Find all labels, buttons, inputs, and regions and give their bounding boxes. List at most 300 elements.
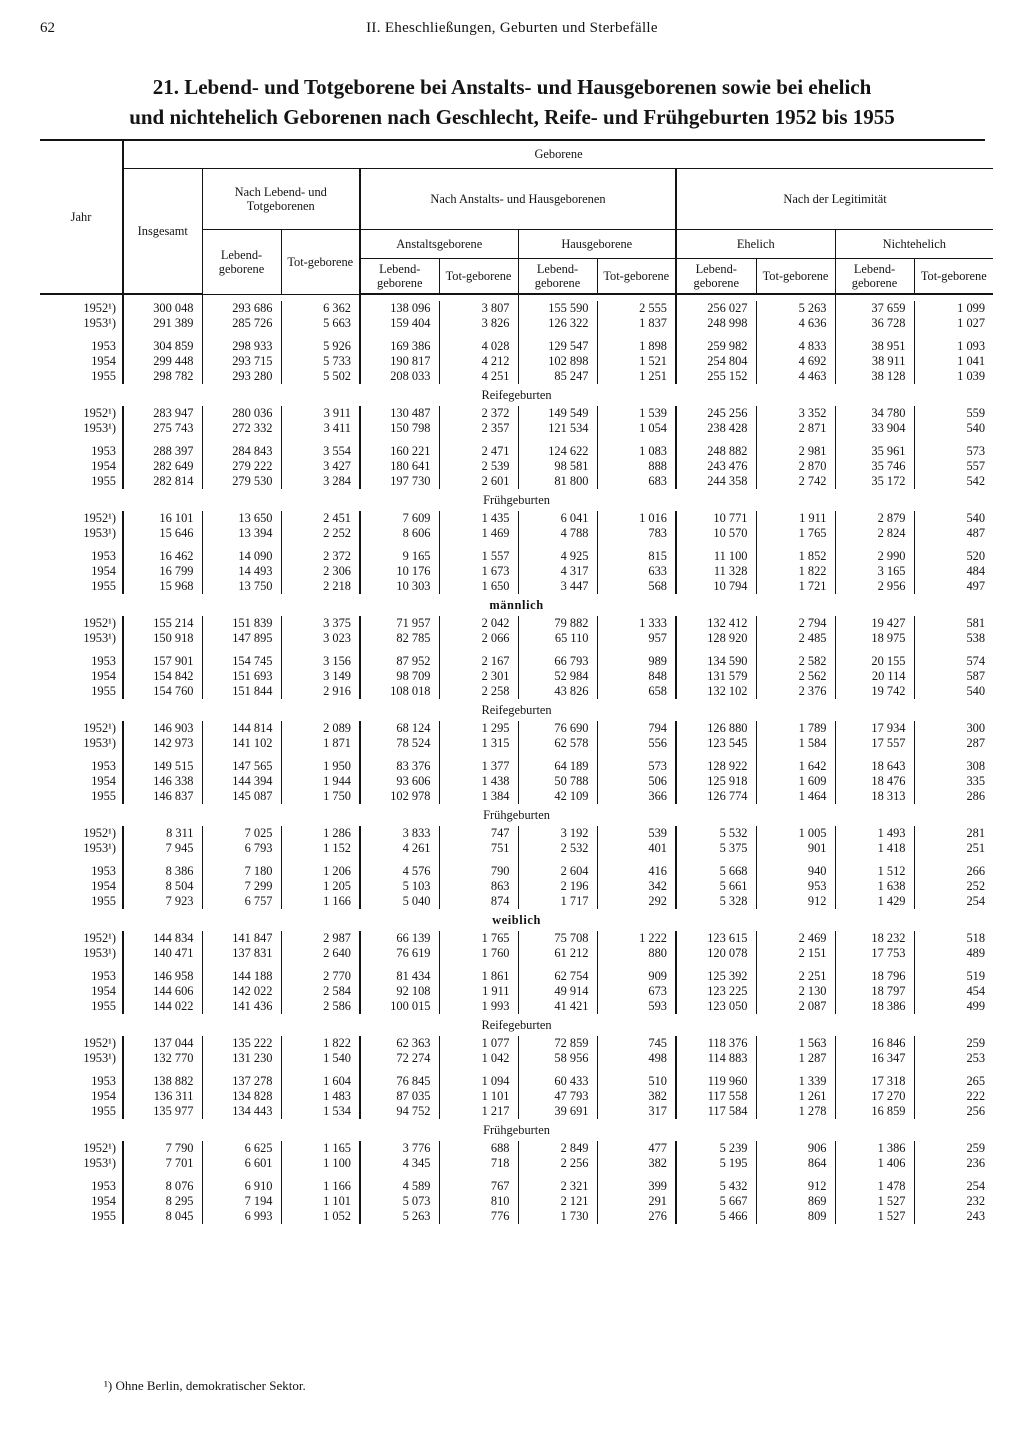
page-number: 62	[40, 20, 55, 36]
value-cell: 2 582	[756, 654, 835, 669]
value-cell: 888	[597, 459, 676, 474]
value-cell: 282 649	[123, 459, 202, 474]
value-cell: 506	[597, 774, 676, 789]
section-label: Frühgeburten	[483, 493, 550, 507]
value-cell: 154 745	[202, 654, 281, 669]
header-anstalt-lebend: Lebend-geborene	[360, 259, 439, 295]
value-cell: 108 018	[360, 684, 439, 699]
value-cell: 3 911	[281, 406, 360, 421]
table-body	[40, 294, 993, 1224]
value-cell: 335	[966, 774, 986, 788]
value-cell: 243 476	[676, 459, 756, 474]
value-cell: 2 256	[518, 1156, 597, 1171]
value-cell: 510	[597, 1074, 676, 1089]
table-row	[40, 1179, 993, 1194]
value-cell: 880	[597, 946, 676, 961]
table-row	[40, 526, 993, 541]
footnote: ¹) Ohne Berlin, demokratischer Sektor.	[104, 1378, 306, 1393]
value-cell: 1 650	[439, 579, 518, 594]
value-cell: 1 386	[835, 1141, 914, 1156]
value-cell: 60 433	[518, 1074, 597, 1089]
year-cell: 1953	[40, 1074, 123, 1089]
value-cell: 8 076	[123, 1179, 202, 1194]
value-cell: 3 156	[281, 654, 360, 669]
value-cell: 1 222	[597, 931, 676, 946]
value-cell: 7 025	[202, 826, 281, 841]
value-cell: 7 180	[202, 864, 281, 879]
value-cell: 308	[966, 759, 986, 773]
value-cell: 17 318	[835, 1074, 914, 1089]
value-cell: 1 638	[835, 879, 914, 894]
value-cell: 581	[966, 616, 986, 630]
value-cell: 72 274	[360, 1051, 439, 1066]
value-cell: 2 987	[281, 931, 360, 946]
value-cell: 3 165	[835, 564, 914, 579]
table-row	[40, 946, 993, 961]
spacer-row	[40, 856, 993, 864]
value-cell: 37 659	[835, 301, 914, 316]
year-cell: 1955	[40, 369, 123, 384]
value-cell: 2 251	[756, 969, 835, 984]
value-cell: 3 192	[518, 826, 597, 841]
section-label: Frühgeburten	[483, 808, 550, 822]
value-cell: 42 109	[518, 789, 597, 804]
table-row	[40, 969, 993, 984]
value-cell: 2 916	[281, 684, 360, 699]
year-cell: 1953	[40, 549, 123, 564]
year-cell: 1954	[40, 1089, 123, 1104]
value-cell: 138 882	[123, 1074, 202, 1089]
value-cell: 154 842	[123, 669, 202, 684]
value-cell: 2 469	[756, 931, 835, 946]
value-cell: 236	[966, 1156, 986, 1170]
table-row	[40, 406, 993, 421]
value-cell: 284 843	[202, 444, 281, 459]
table-row	[40, 654, 993, 669]
spacer-row	[40, 646, 993, 654]
value-cell: 1 099	[957, 301, 986, 315]
section-label-row	[40, 1119, 993, 1141]
value-cell: 8 504	[123, 879, 202, 894]
value-cell: 539	[597, 826, 676, 841]
value-cell: 36 728	[835, 316, 914, 331]
value-cell: 382	[597, 1156, 676, 1171]
header-geborene: Geborene	[123, 140, 993, 169]
value-cell: 848	[597, 669, 676, 684]
value-cell: 1 406	[835, 1156, 914, 1171]
value-cell: 18 975	[835, 631, 914, 646]
value-cell: 146 338	[123, 774, 202, 789]
spacer-row	[40, 436, 993, 444]
value-cell: 499	[966, 999, 986, 1013]
value-cell: 1 837	[597, 316, 676, 331]
value-cell: 252	[966, 879, 986, 893]
value-cell: 82 785	[360, 631, 439, 646]
value-cell: 142 022	[202, 984, 281, 999]
year-cell: 1954	[40, 354, 123, 369]
value-cell: 266	[966, 864, 986, 878]
value-cell: 157 901	[123, 654, 202, 669]
value-cell: 2 252	[281, 526, 360, 541]
value-cell: 4 692	[756, 354, 835, 369]
value-cell: 141 102	[202, 736, 281, 751]
value-cell: 6 362	[281, 301, 360, 316]
value-cell: 286	[966, 789, 986, 803]
value-cell: 13 650	[202, 511, 281, 526]
value-cell: 2 357	[439, 421, 518, 436]
value-cell: 1 039	[957, 369, 986, 383]
value-cell: 4 317	[518, 564, 597, 579]
value-cell: 497	[966, 579, 986, 593]
value-cell: 2 151	[756, 946, 835, 961]
value-cell: 2 372	[281, 549, 360, 564]
year-cell: 1952¹)	[40, 301, 123, 316]
value-cell: 144 394	[202, 774, 281, 789]
section-label: Frühgeburten	[483, 1123, 550, 1137]
year-cell: 1954	[40, 774, 123, 789]
value-cell: 169 386	[360, 339, 439, 354]
value-cell: 673	[597, 984, 676, 999]
value-cell: 4 925	[518, 549, 597, 564]
year-cell: 1954	[40, 879, 123, 894]
value-cell: 259	[966, 1036, 986, 1050]
value-cell: 304 859	[123, 339, 202, 354]
year-cell: 1953¹)	[40, 1051, 123, 1066]
value-cell: 2 586	[281, 999, 360, 1014]
table-row	[40, 301, 993, 316]
header-nach-anstalt-haus: Nach Anstalts- und Hausgeborenen	[360, 169, 676, 230]
value-cell: 243	[966, 1209, 986, 1223]
value-cell: 5 263	[756, 301, 835, 316]
value-cell: 477	[597, 1141, 676, 1156]
value-cell: 790	[439, 864, 518, 879]
value-cell: 251	[966, 841, 986, 855]
value-cell: 6 993	[202, 1209, 281, 1224]
table-row	[40, 444, 993, 459]
table-row	[40, 984, 993, 999]
value-cell: 146 958	[123, 969, 202, 984]
value-cell: 134 828	[202, 1089, 281, 1104]
spacer-row	[40, 961, 993, 969]
value-cell: 6 601	[202, 1156, 281, 1171]
value-cell: 123 615	[676, 931, 756, 946]
header-anstalt-tot: Tot-geborene	[439, 259, 518, 295]
value-cell: 118 376	[676, 1036, 756, 1051]
value-cell: 520	[966, 549, 986, 563]
table-row	[40, 1074, 993, 1089]
header-ehelich-lebend: Lebend-geborene	[676, 259, 756, 295]
value-cell: 300	[966, 721, 986, 735]
value-cell: 5 040	[360, 894, 439, 909]
value-cell: 147 565	[202, 759, 281, 774]
value-cell: 1 286	[281, 826, 360, 841]
value-cell: 4 463	[756, 369, 835, 384]
value-cell: 151 844	[202, 684, 281, 699]
value-cell: 542	[966, 474, 986, 488]
table-title-line-2: und nichtehelich Geborenen nach Geschlecht, Reife- und Frühgeburten 1952 bis 1955	[129, 105, 895, 129]
value-cell: 906	[756, 1141, 835, 1156]
value-cell: 159 404	[360, 316, 439, 331]
value-cell: 2 879	[835, 511, 914, 526]
value-cell: 66 793	[518, 654, 597, 669]
value-cell: 2 372	[439, 406, 518, 421]
value-cell: 160 221	[360, 444, 439, 459]
value-cell: 912	[756, 894, 835, 909]
value-cell: 901	[756, 841, 835, 856]
table-row	[40, 826, 993, 841]
value-cell: 2 306	[281, 564, 360, 579]
value-cell: 2 871	[756, 421, 835, 436]
year-cell: 1953¹)	[40, 526, 123, 541]
year-cell: 1952¹)	[40, 931, 123, 946]
value-cell: 136 311	[123, 1089, 202, 1104]
value-cell: 1 950	[281, 759, 360, 774]
table-header	[40, 140, 993, 294]
value-cell: 1 534	[281, 1104, 360, 1119]
value-cell: 2 794	[756, 616, 835, 631]
value-cell: 1 765	[756, 526, 835, 541]
value-cell: 3 826	[439, 316, 518, 331]
header-nach-lebend-tot: Nach Lebend- und Totgeborenen	[202, 169, 360, 230]
value-cell: 135 977	[123, 1104, 202, 1119]
table-row	[40, 1104, 993, 1119]
value-cell: 989	[597, 654, 676, 669]
value-cell: 298 782	[123, 369, 202, 384]
value-cell: 255 152	[676, 369, 756, 384]
table-row	[40, 774, 993, 789]
value-cell: 18 386	[835, 999, 914, 1014]
value-cell: 4 833	[756, 339, 835, 354]
value-cell: 1 094	[439, 1074, 518, 1089]
value-cell: 275 743	[123, 421, 202, 436]
value-cell: 1 822	[756, 564, 835, 579]
value-cell: 75 708	[518, 931, 597, 946]
value-cell: 62 578	[518, 736, 597, 751]
value-cell: 151 839	[202, 616, 281, 631]
section-label: Reifegeburten	[481, 388, 552, 402]
value-cell: 117 558	[676, 1089, 756, 1104]
value-cell: 593	[597, 999, 676, 1014]
value-cell: 15 646	[123, 526, 202, 541]
value-cell: 76 845	[360, 1074, 439, 1089]
value-cell: 556	[597, 736, 676, 751]
value-cell: 498	[597, 1051, 676, 1066]
header-nach-legitimitaet: Nach der Legitimität	[676, 169, 993, 230]
value-cell: 1 861	[439, 969, 518, 984]
value-cell: 14 090	[202, 549, 281, 564]
value-cell: 1 539	[597, 406, 676, 421]
value-cell: 1 557	[439, 549, 518, 564]
value-cell: 718	[439, 1156, 518, 1171]
value-cell: 259 982	[676, 339, 756, 354]
value-cell: 98 709	[360, 669, 439, 684]
value-cell: 132 102	[676, 684, 756, 699]
value-cell: 256	[966, 1104, 986, 1118]
value-cell: 5 502	[281, 369, 360, 384]
section-label-row	[40, 489, 993, 511]
table-row	[40, 369, 993, 384]
year-cell: 1955	[40, 789, 123, 804]
value-cell: 126 880	[676, 721, 756, 736]
running-title: II. Eheschließungen, Geburten und Sterbefälle	[366, 20, 658, 36]
value-cell: 683	[597, 474, 676, 489]
value-cell: 1 642	[756, 759, 835, 774]
value-cell: 72 859	[518, 1036, 597, 1051]
value-cell: 81 434	[360, 969, 439, 984]
value-cell: 1 464	[756, 789, 835, 804]
value-cell: 11 100	[676, 549, 756, 564]
table-title	[40, 72, 984, 132]
value-cell: 2 087	[756, 999, 835, 1014]
value-cell: 119 960	[676, 1074, 756, 1089]
value-cell: 519	[966, 969, 986, 983]
value-cell: 2 218	[281, 579, 360, 594]
value-cell: 180 641	[360, 459, 439, 474]
value-cell: 138 096	[360, 301, 439, 316]
value-cell: 3 807	[439, 301, 518, 316]
table-row	[40, 789, 993, 804]
spacer-row	[40, 751, 993, 759]
value-cell: 783	[597, 526, 676, 541]
value-cell: 1 760	[439, 946, 518, 961]
year-cell: 1953	[40, 654, 123, 669]
table-row	[40, 1156, 993, 1171]
value-cell: 1 540	[281, 1051, 360, 1066]
value-cell: 123 050	[676, 999, 756, 1014]
value-cell: 5 073	[360, 1194, 439, 1209]
value-cell: 132 770	[123, 1051, 202, 1066]
value-cell: 1 730	[518, 1209, 597, 1224]
value-cell: 8 295	[123, 1194, 202, 1209]
value-cell: 317	[597, 1104, 676, 1119]
value-cell: 1 027	[957, 316, 986, 330]
value-cell: 4 028	[439, 339, 518, 354]
value-cell: 1 384	[439, 789, 518, 804]
table-row	[40, 736, 993, 751]
value-cell: 484	[966, 564, 986, 578]
value-cell: 256 027	[676, 301, 756, 316]
value-cell: 912	[756, 1179, 835, 1194]
value-cell: 953	[756, 879, 835, 894]
value-cell: 1 100	[281, 1156, 360, 1171]
value-cell: 4 576	[360, 864, 439, 879]
value-cell: 5 466	[676, 1209, 756, 1224]
value-cell: 287	[966, 736, 986, 750]
value-cell: 909	[597, 969, 676, 984]
value-cell: 2 042	[439, 616, 518, 631]
value-cell: 35 746	[835, 459, 914, 474]
value-cell: 1 205	[281, 879, 360, 894]
value-cell: 18 232	[835, 931, 914, 946]
value-cell: 16 799	[123, 564, 202, 579]
year-cell: 1953¹)	[40, 841, 123, 856]
value-cell: 259	[966, 1141, 986, 1155]
value-cell: 102 978	[360, 789, 439, 804]
value-cell: 1 435	[439, 511, 518, 526]
section-label-row	[40, 384, 993, 406]
spacer-row	[40, 331, 993, 339]
value-cell: 76 690	[518, 721, 597, 736]
header-ehelich-tot: Tot-geborene	[756, 259, 835, 295]
header-haus-tot: Tot-geborene	[597, 259, 676, 295]
value-cell: 3 149	[281, 669, 360, 684]
value-cell: 487	[966, 526, 986, 540]
header-hausgeborene: Hausgeborene	[518, 230, 676, 259]
value-cell: 15 968	[123, 579, 202, 594]
year-cell: 1954	[40, 1194, 123, 1209]
value-cell: 14 493	[202, 564, 281, 579]
value-cell: 1 287	[756, 1051, 835, 1066]
header-nichtehelich: Nichtehelich	[835, 230, 993, 259]
table-row	[40, 511, 993, 526]
value-cell: 5 432	[676, 1179, 756, 1194]
table-row	[40, 1194, 993, 1209]
value-cell: 2 451	[281, 511, 360, 526]
value-cell: 557	[966, 459, 986, 473]
value-cell: 144 022	[123, 999, 202, 1014]
section-label-row	[40, 594, 993, 616]
header-jahr: Jahr	[40, 140, 123, 294]
value-cell: 7 609	[360, 511, 439, 526]
value-cell: 17 557	[835, 736, 914, 751]
value-cell: 149 515	[123, 759, 202, 774]
year-cell: 1952¹)	[40, 511, 123, 526]
value-cell: 129 547	[518, 339, 597, 354]
value-cell: 1 042	[439, 1051, 518, 1066]
value-cell: 3 411	[281, 421, 360, 436]
value-cell: 35 172	[835, 474, 914, 489]
value-cell: 78 524	[360, 736, 439, 751]
year-cell: 1955	[40, 1104, 123, 1119]
value-cell: 2 981	[756, 444, 835, 459]
year-cell: 1955	[40, 999, 123, 1014]
value-cell: 2 742	[756, 474, 835, 489]
value-cell: 5 263	[360, 1209, 439, 1224]
value-cell: 16 347	[835, 1051, 914, 1066]
table-row	[40, 864, 993, 879]
value-cell: 658	[597, 684, 676, 699]
value-cell: 126 322	[518, 316, 597, 331]
value-cell: 254	[966, 1179, 986, 1193]
spacer-row	[40, 1171, 993, 1179]
year-cell: 1954	[40, 459, 123, 474]
value-cell: 1 278	[756, 1104, 835, 1119]
value-cell: 8 311	[123, 826, 202, 841]
year-cell: 1953¹)	[40, 316, 123, 331]
value-cell: 3 427	[281, 459, 360, 474]
value-cell: 134 443	[202, 1104, 281, 1119]
value-cell: 10 794	[676, 579, 756, 594]
value-cell: 1 315	[439, 736, 518, 751]
value-cell: 540	[966, 511, 986, 525]
value-cell: 1 005	[756, 826, 835, 841]
value-cell: 66 139	[360, 931, 439, 946]
value-cell: 131 230	[202, 1051, 281, 1066]
section-label-row	[40, 804, 993, 826]
table-row	[40, 564, 993, 579]
value-cell: 5 663	[281, 316, 360, 331]
value-cell: 131 579	[676, 669, 756, 684]
value-cell: 291	[597, 1194, 676, 1209]
value-cell: 3 352	[756, 406, 835, 421]
value-cell: 540	[966, 421, 986, 435]
value-cell: 809	[756, 1209, 835, 1224]
value-cell: 5 733	[281, 354, 360, 369]
value-cell: 283 947	[123, 406, 202, 421]
value-cell: 1 429	[835, 894, 914, 909]
table-row	[40, 669, 993, 684]
value-cell: 10 176	[360, 564, 439, 579]
